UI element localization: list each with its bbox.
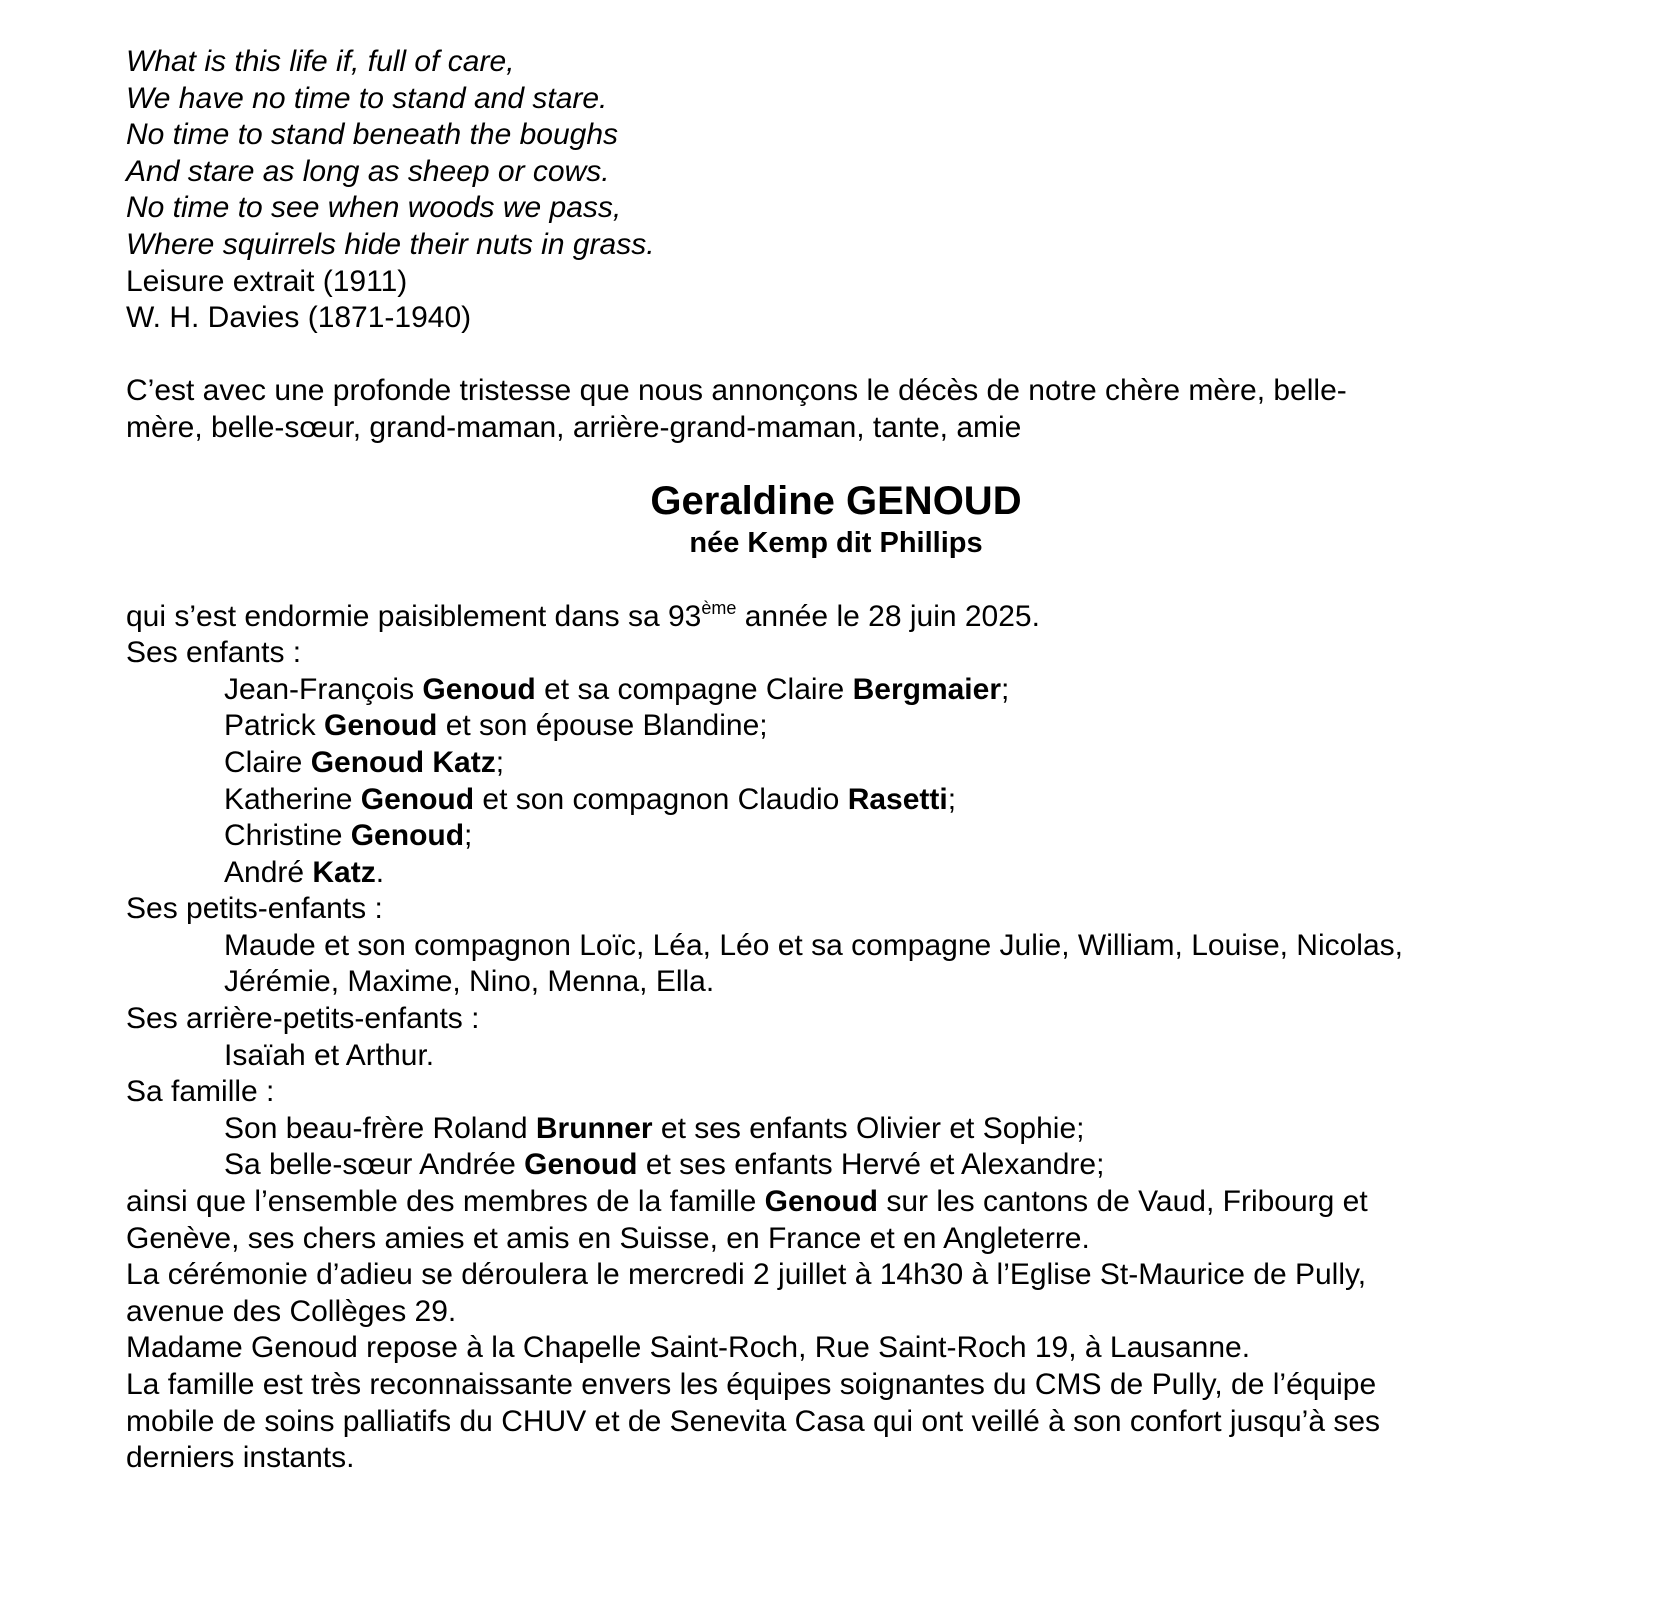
great-grandchildren-line: Isaïah et Arthur.: [224, 1038, 435, 1072]
list-item: Sa belle-sœur Andrée Genoud et ses enfants Hervé et Alexandre;: [224, 1148, 1105, 1182]
grandchildren-line: Maude et son compagnon Loïc, Léa, Léo et sa compagne Julie, William, Louise, Nicolas,: [224, 928, 1403, 962]
surname: Katz: [312, 855, 376, 889]
poem-line: No time to stand beneath the boughs: [126, 118, 619, 152]
thanks-line: La famille est très reconnaissante envers les équipes soignantes du CMS de Pully, de l’équipe: [126, 1368, 1377, 1401]
passing-date: année le 28 juin 2025.: [736, 599, 1040, 633]
children-heading: Ses enfants :: [126, 636, 302, 670]
surname: Genoud Katz: [310, 745, 496, 779]
grandchildren-line: Jérémie, Maxime, Nino, Menna, Ella.: [224, 965, 715, 999]
obituary-document: [126, 44, 1546, 1477]
thanks: [126, 1367, 1546, 1477]
passing-statement: [126, 599, 1546, 636]
poem-source: Leisure extrait (1911): [126, 264, 408, 298]
poem-line: Where squirrels hide their nuts in grass.: [126, 227, 655, 261]
poem-line: We have no time to stand and stare.: [126, 81, 608, 115]
list-item: André Katz.: [224, 855, 385, 889]
surname: Genoud: [324, 709, 438, 743]
list-item: Jean-François Genoud et sa compagne Claire Bergmaier;: [224, 672, 1010, 706]
extended-line: ainsi que l’ensemble des membres de la famille Genoud sur les cantons de Vaud, Fribourg et: [126, 1185, 1368, 1219]
surname: Bergmaier: [852, 672, 1001, 706]
spacer: [126, 337, 1546, 374]
poem-author: W. H. Davies (1871-1940): [126, 301, 472, 335]
poem-line: And stare as long as sheep or cows.: [126, 154, 610, 188]
children-section: [126, 635, 1546, 891]
surname: Brunner: [535, 1111, 653, 1145]
grandchildren-heading: Ses petits-enfants :: [126, 892, 383, 926]
passing-text: qui s’est endormie paisiblement dans sa 93: [126, 599, 702, 633]
surname: Genoud: [422, 672, 536, 706]
announcement-line: mère, belle-sœur, grand-maman, arrière-grand-maman, tante, amie: [126, 410, 1022, 444]
family-heading: Sa famille :: [126, 1075, 275, 1109]
poem-line: What is this life if, full of care,: [126, 45, 515, 78]
thanks-line: derniers instants.: [126, 1441, 355, 1475]
ceremony-info: [126, 1257, 1546, 1330]
deceased-maiden-name: née Kemp dit Phillips: [689, 526, 983, 559]
ceremony-line: La cérémonie d’adieu se déroulera le mercredi 2 juillet à 14h30 à l’Eglise St-Maurice de Pully,: [126, 1258, 1367, 1292]
extended-family: [126, 1184, 1546, 1257]
surname: Genoud: [360, 782, 475, 816]
family-list: [126, 1111, 1546, 1184]
poem: [126, 44, 1546, 337]
list-item: Katherine Genoud et son compagnon Claudio Rasetti;: [224, 782, 957, 816]
great-grandchildren-heading: Ses arrière-petits-enfants :: [126, 1002, 480, 1036]
surname: Genoud: [524, 1148, 638, 1182]
list-item: Claire Genoud Katz;: [224, 745, 505, 779]
ordinal-suffix: ème: [701, 597, 737, 618]
resting-place: Madame Genoud repose à la Chapelle Saint-Roch, Rue Saint-Roch 19, à Lausanne.: [126, 1331, 1251, 1365]
announcement: [126, 373, 1546, 446]
poem-line: No time to see when woods we pass,: [126, 191, 622, 225]
surname: Genoud: [350, 819, 465, 853]
list-item: Christine Genoud;: [224, 819, 473, 853]
ceremony-line: avenue des Collèges 29.: [126, 1294, 457, 1328]
grandchildren-section: [126, 891, 1546, 1001]
thanks-line: mobile de soins palliatifs du CHUV et de Senevita Casa qui ont veillé à son confort jusqu’à ses: [126, 1404, 1381, 1438]
great-grandchildren-section: [126, 1001, 1546, 1074]
extended-line: Genève, ses chers amies et amis en Suisse, en France et en Angleterre.: [126, 1221, 1090, 1255]
children-list: [126, 672, 1546, 892]
list-item: Son beau-frère Roland Brunner et ses enfants Olivier et Sophie;: [224, 1111, 1085, 1145]
deceased-name: Geraldine GENOUD: [650, 478, 1022, 523]
list-item: Patrick Genoud et son épouse Blandine;: [224, 709, 768, 743]
announcement-line: C’est avec une profonde tristesse que nous annonçons le décès de notre chère mère, belle-: [126, 374, 1347, 408]
surname: Rasetti: [847, 782, 948, 816]
family-section: [126, 1074, 1546, 1184]
passing-line: [126, 599, 1546, 636]
surname: Genoud: [764, 1185, 878, 1219]
